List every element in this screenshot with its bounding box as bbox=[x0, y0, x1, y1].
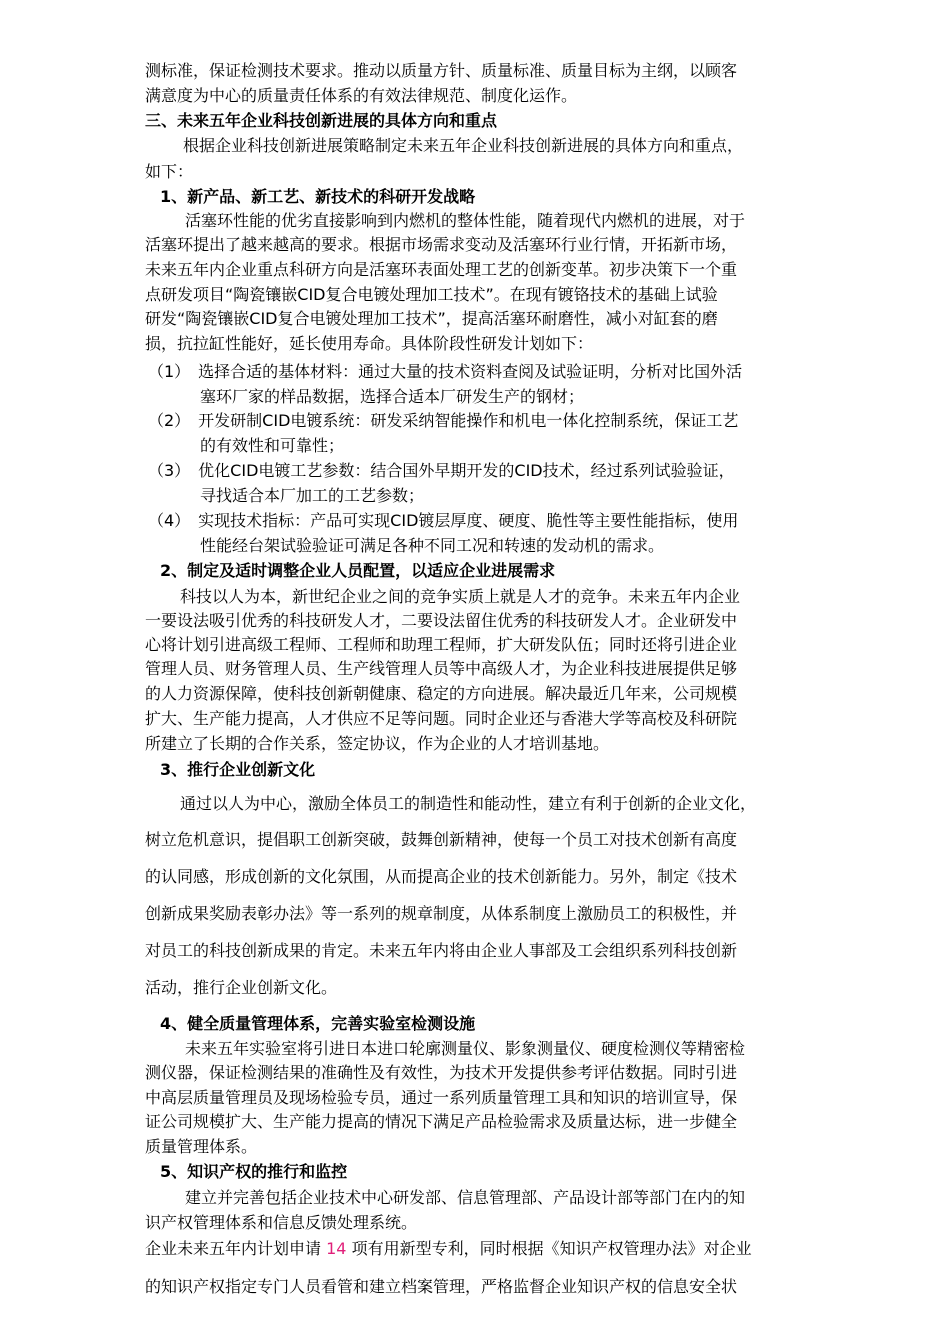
text-line: 测仪器，保证检测结果的准确性及有效性，为技术开发提供参考评估数据。同时引进 bbox=[145, 1063, 738, 1082]
text-line: 通过以人为中心，激励全体员工的制造性和能动性，建立有利于创新的企业文化， bbox=[180, 794, 757, 813]
text-line: 建立并完善包括企业技术中心研发部、信息管理部、产品设计部等部门在内的知 bbox=[185, 1188, 746, 1207]
text-line: 测标准，保证检测技术要求。推动以质量方针、质量标准、质量目标为主纲，以顾客 bbox=[145, 61, 738, 80]
text-line: 证公司规模扩大、生产能力提高的情况下满足产品检验需求及质量达标，进一步健全 bbox=[145, 1112, 738, 1131]
section-heading: 三、未来五年企业科技创新进展的具体方向和重点 bbox=[145, 111, 498, 130]
text-line: 扩大、生产能力提高，人才供应不足等问题。同时企业还与香港大学等高校及科研院 bbox=[145, 709, 738, 728]
text-line: （1） 选择合适的基体材料：通过大量的技术资料查阅及试验证明，分析对比国外活 bbox=[148, 362, 743, 381]
text-line: （3） 优化CID电镀工艺参数：结合国外早期开发的CID技术，经过系列试验验证， bbox=[148, 461, 735, 480]
section-heading: 2、制定及适时调整企业人员配置，以适应企业进展需求 bbox=[160, 561, 556, 580]
text-line: 如下： bbox=[145, 162, 194, 181]
text-line: 性能经台架试验验证可满足各种不同工况和转速的发动机的需求。 bbox=[200, 536, 665, 555]
text-line: 未来五年实验室将引进日本进口轮廓测量仪、影象测量仪、硬度检测仪等精密检 bbox=[185, 1039, 746, 1058]
section-heading: 3、推行企业创新文化 bbox=[160, 760, 316, 779]
text-span: 项有用新型专利，同时根据《知识产权管理办法》对企业 bbox=[351, 1239, 752, 1258]
text-span: 企业未来五年内计划申请 bbox=[145, 1239, 322, 1258]
text-line bbox=[145, 1237, 805, 1261]
text-line: 所建立了长期的合作关系，签定协议，作为企业的人才培训基地。 bbox=[145, 734, 610, 753]
section-heading: 4、健全质量管理体系，完善实验室检测设施 bbox=[160, 1014, 476, 1033]
text-line: 对员工的科技创新成果的肯定。未来五年内将由企业人事部及工会组织系列科技创新 bbox=[145, 941, 738, 960]
text-line: 一要设法吸引优秀的科技研发人才，二要设法留住优秀的科技研发人才。企业研发中 bbox=[145, 611, 738, 630]
text-line: 点研发项目“陶瓷镶嵌CID复合电镀处理加工技术”。在现有镀铬技术的基础上试验 bbox=[145, 285, 718, 304]
text-line: 的人力资源保障，使科技创新朝健康、稳定的方向进展。解决最近几年来，公司规模 bbox=[145, 684, 738, 703]
text-line: 质量管理体系。 bbox=[145, 1137, 258, 1156]
text-line: 未来五年内企业重点科研方向是活塞环表面处理工艺的创新变革。初步决策下一个重 bbox=[145, 260, 738, 279]
text-line: 的认同感，形成创新的文化氛围，从而提高企业的技术创新能力。另外，制定《技术 bbox=[145, 867, 738, 886]
text-line: 活动，推行企业创新文化。 bbox=[145, 978, 338, 997]
text-line: 管理人员、财务管理人员、生产线管理人员等中高级人才，为企业科技进展提供足够 bbox=[145, 659, 738, 678]
text-line: 创新成果奖励表彰办法》等一系列的规章制度，从体系制度上激励员工的积极性，并 bbox=[145, 904, 738, 923]
section-heading: 1、新产品、新工艺、新技术的科研开发战略 bbox=[160, 187, 476, 206]
text-line: 树立危机意识，提倡职工创新突破，鼓舞创新精神，使每一个员工对技术创新有高度 bbox=[145, 830, 738, 849]
section-heading: 5、知识产权的推行和监控 bbox=[160, 1162, 348, 1181]
text-line: 心将计划引进高级工程师、工程师和助理工程师，扩大研发队伍；同时还将引进企业 bbox=[145, 635, 738, 654]
text-line: 活塞环性能的优劣直接影响到内燃机的整体性能，随着现代内燃机的进展，对于 bbox=[185, 211, 746, 230]
text-line: 损，抗拉缸性能好，延长使用寿命。具体阶段性研发计划如下： bbox=[145, 334, 594, 353]
text-line: 中高层质量管理员及现场检验专员，通过一系列质量管理工具和知识的培训宣导，保 bbox=[145, 1088, 738, 1107]
text-line: 满意度为中心的质量责任体系的有效法律规范、制度化运作。 bbox=[145, 86, 578, 105]
text-line: 研发“陶瓷镶嵌CID复合电镀处理加工技术”，提高活塞环耐磨性，减小对缸套的磨 bbox=[145, 309, 718, 328]
highlighted-number: 14 bbox=[326, 1239, 347, 1258]
text-line: 寻找适合本厂加工的工艺参数； bbox=[200, 486, 425, 505]
text-line: （4） 实现技术指标：产品可实现CID镀层厚度、硬度、脆性等主要性能指标，使用 bbox=[148, 511, 739, 530]
text-line: 活塞环提出了越来越高的要求。根据市场需求变动及活塞环行业行情，开拓新市场， bbox=[145, 235, 738, 254]
text-line: 的有效性和可靠性； bbox=[200, 436, 345, 455]
text-line: 根据企业科技创新进展策略制定未来五年企业科技创新进展的具体方向和重点， bbox=[183, 136, 744, 155]
text-line: 科技以人为本，新世纪企业之间的竞争实质上就是人才的竞争。未来五年内企业 bbox=[180, 587, 741, 606]
text-line: 识产权管理体系和信息反馈处理系统。 bbox=[145, 1213, 418, 1232]
text-line: 的知识产权指定专门人员看管和建立档案管理，严格监督企业知识产权的信息安全状 bbox=[145, 1277, 738, 1296]
text-line: 塞环厂家的样品数据，选择合适本厂研发生产的钢材； bbox=[200, 387, 585, 406]
text-line: （2） 开发研制CID电镀系统：研发采纳智能操作和机电一体化控制系统，保证工艺 bbox=[148, 411, 739, 430]
